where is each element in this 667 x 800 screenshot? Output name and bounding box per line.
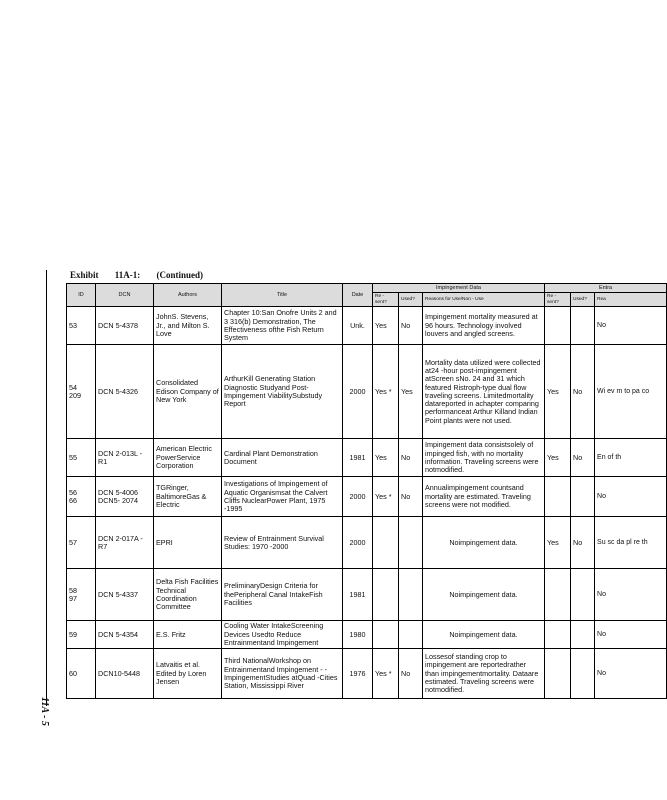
cell-imp-reason: Impingement data consistsolely of impinged fish, with no mortality information. Traveling screens were notmodified.	[423, 439, 545, 477]
cell-imp-reason: Mortality data utilized were collected at24 -hour post-impingement atScreen sNo. 24 and 31 which featured Ristroph-type dual flow traveling screens. Limitedmortality datareported in achapter comparing performanceat Arthur Killand Indian Point plants were not used.	[423, 345, 545, 439]
col-header-dcn: DCN	[96, 284, 154, 307]
table-row	[67, 621, 667, 649]
cell-imp-used: Yes	[399, 345, 423, 439]
cell-authors: Latvaitis et al. Edited by Loren Jensen	[154, 649, 222, 699]
cell-authors: JohnS. Stevens, Jr., and Milton S. Love	[154, 307, 222, 345]
cell-imp-reason: Lossesof standing crop to impingement are reportedrather than impingementmortality. Dataare estimated. Traveling screens were notmodified.	[423, 649, 545, 699]
cell-imp-reason: Noimpingement data.	[423, 569, 545, 621]
table-row	[67, 569, 667, 621]
cell-authors: Delta Fish Facilities Technical Coordination Committee	[154, 569, 222, 621]
table-row	[67, 307, 667, 345]
header-row-group	[67, 284, 667, 293]
exhibit-number: 11A-1:	[114, 270, 141, 280]
cell-authors: E.S. Fritz	[154, 621, 222, 649]
col-header-ent-used: Used?	[571, 293, 595, 307]
cell-ent-reason: En of th	[595, 439, 667, 477]
cell-imp-used: No	[399, 307, 423, 345]
cell-ent-reason: No	[595, 569, 667, 621]
table-row	[67, 439, 667, 477]
cell-id: 60	[67, 649, 96, 699]
cell-id: 56 66	[67, 477, 96, 517]
cell-id: 55	[67, 439, 96, 477]
table-row	[67, 345, 667, 439]
cell-dcn: DCN 5-4326	[96, 345, 154, 439]
cell-ent-reason: No	[595, 307, 667, 345]
group-header-entrainment: Entra	[545, 284, 667, 293]
col-header-ent-resent: Re - sent?	[545, 293, 571, 307]
cell-ent-used: No	[571, 345, 595, 439]
cell-ent-used: No	[571, 439, 595, 477]
cell-title: Third NationalWorkshop on Entrainmentand Impingement - -ImpingementStudies atQuad -Cities Station, Mississippi River	[222, 649, 343, 699]
col-header-imp-resent: Re - sent?	[373, 293, 399, 307]
cell-authors: American Electric PowerService Corporation	[154, 439, 222, 477]
exhibit-caption	[70, 270, 217, 280]
cell-title: Review of Entrainment Survival Studies: 1970 -2000	[222, 517, 343, 569]
cell-ent-reason: No	[595, 621, 667, 649]
cell-imp-used: No	[399, 649, 423, 699]
cell-ent-reason: Wi ev m to pa co	[595, 345, 667, 439]
cell-ent-used: No	[571, 517, 595, 569]
cell-dcn: DCN10-5448	[96, 649, 154, 699]
table-row	[67, 517, 667, 569]
col-header-imp-used: Used?	[399, 293, 423, 307]
cell-imp-reason: Noimpingement data.	[423, 517, 545, 569]
cell-ent-resent: Yes	[545, 439, 571, 477]
cell-dcn: DCN 5-4006 DCN5- 2074	[96, 477, 154, 517]
col-header-imp-reason: Reasons for Use/Non - Use	[423, 293, 545, 307]
cell-imp-resent: Yes *	[373, 345, 399, 439]
cell-dcn: DCN 5-4337	[96, 569, 154, 621]
cell-date: Unk.	[343, 307, 373, 345]
cell-ent-resent	[545, 569, 571, 621]
cell-imp-used: No	[399, 477, 423, 517]
cell-ent-resent: Yes	[545, 517, 571, 569]
cell-imp-resent: Yes	[373, 307, 399, 345]
table-row	[67, 477, 667, 517]
cell-ent-used	[571, 569, 595, 621]
cell-ent-resent: Yes	[545, 345, 571, 439]
col-header-date: Date	[343, 284, 373, 307]
cell-date: 2000	[343, 477, 373, 517]
cell-imp-resent	[373, 569, 399, 621]
cell-ent-used	[571, 621, 595, 649]
cell-date: 2000	[343, 517, 373, 569]
cell-title: Cooling Water IntakeScreening Devices Usedto Reduce Entrainmentand Impingement	[222, 621, 343, 649]
cell-ent-resent	[545, 307, 571, 345]
cell-date: 1976	[343, 649, 373, 699]
cell-id: 53	[67, 307, 96, 345]
cell-ent-resent	[545, 621, 571, 649]
cell-dcn: DCN 5-4378	[96, 307, 154, 345]
exhibit-label: Exhibit	[70, 270, 99, 280]
cell-imp-used	[399, 621, 423, 649]
cell-dcn: DCN 5-4354	[96, 621, 154, 649]
exhibit-table	[66, 283, 667, 699]
cell-ent-reason: No	[595, 477, 667, 517]
cell-title: Investigations of Impingement of Aquatic Organismsat the Calvert Cliffs NuclearPower Plant, 1975 -1995	[222, 477, 343, 517]
cell-imp-reason: Noimpingement data.	[423, 621, 545, 649]
cell-id: 57	[67, 517, 96, 569]
cell-title: Chapter 10:San Onofre Units 2 and 3 316(b) Demonstration, The Effectiveness ofthe Fish Return System	[222, 307, 343, 345]
cell-ent-reason: Su sc da pl re th	[595, 517, 667, 569]
cell-id: 58 97	[67, 569, 96, 621]
group-header-impingement: Impingement Data	[373, 284, 545, 293]
cell-imp-resent	[373, 517, 399, 569]
cell-ent-used	[571, 477, 595, 517]
col-header-title: Title	[222, 284, 343, 307]
cell-title: Cardinal Plant Demonstration Document	[222, 439, 343, 477]
cell-ent-reason: No	[595, 649, 667, 699]
cell-ent-resent	[545, 477, 571, 517]
table-row	[67, 649, 667, 699]
cell-authors: Consolidated Edison Company of New York	[154, 345, 222, 439]
cell-imp-resent: Yes *	[373, 649, 399, 699]
cell-date: 1980	[343, 621, 373, 649]
cell-date: 1981	[343, 439, 373, 477]
cell-date: 2000	[343, 345, 373, 439]
page-margin-rule	[46, 270, 47, 706]
cell-imp-reason: Annualimpingement countsand mortality are estimated. Traveling screens were not modified.	[423, 477, 545, 517]
col-header-id: ID	[67, 284, 96, 307]
cell-ent-used	[571, 307, 595, 345]
cell-imp-resent: Yes *	[373, 477, 399, 517]
cell-authors: EPRI	[154, 517, 222, 569]
col-header-ent-reason: Rea	[595, 293, 667, 307]
cell-imp-used	[399, 517, 423, 569]
cell-date: 1981	[343, 569, 373, 621]
col-header-authors: Authors	[154, 284, 222, 307]
cell-ent-used	[571, 649, 595, 699]
cell-imp-used: No	[399, 439, 423, 477]
exhibit-table-container	[66, 283, 650, 708]
cell-dcn: DCN 2-013L - R1	[96, 439, 154, 477]
cell-dcn: DCN 2-017A - R7	[96, 517, 154, 569]
cell-imp-resent	[373, 621, 399, 649]
page-number: 11A - 5	[39, 697, 50, 726]
cell-imp-reason: Impingement mortality measured at 96 hours. Technology involved louvers and angled screens.	[423, 307, 545, 345]
exhibit-status: (Continued)	[156, 270, 204, 280]
cell-title: ArthurKill Generating Station Diagnostic Studyand Post-Impingement ViabilitySubstudy Report	[222, 345, 343, 439]
cell-id: 59	[67, 621, 96, 649]
cell-id: 54 209	[67, 345, 96, 439]
cell-imp-used	[399, 569, 423, 621]
cell-authors: TGRinger, BaltimoreGas & Electric	[154, 477, 222, 517]
cell-title: PreliminaryDesign Criteria for thePeripheral Canal IntakeFish Facilities	[222, 569, 343, 621]
cell-ent-resent	[545, 649, 571, 699]
cell-imp-resent: Yes	[373, 439, 399, 477]
